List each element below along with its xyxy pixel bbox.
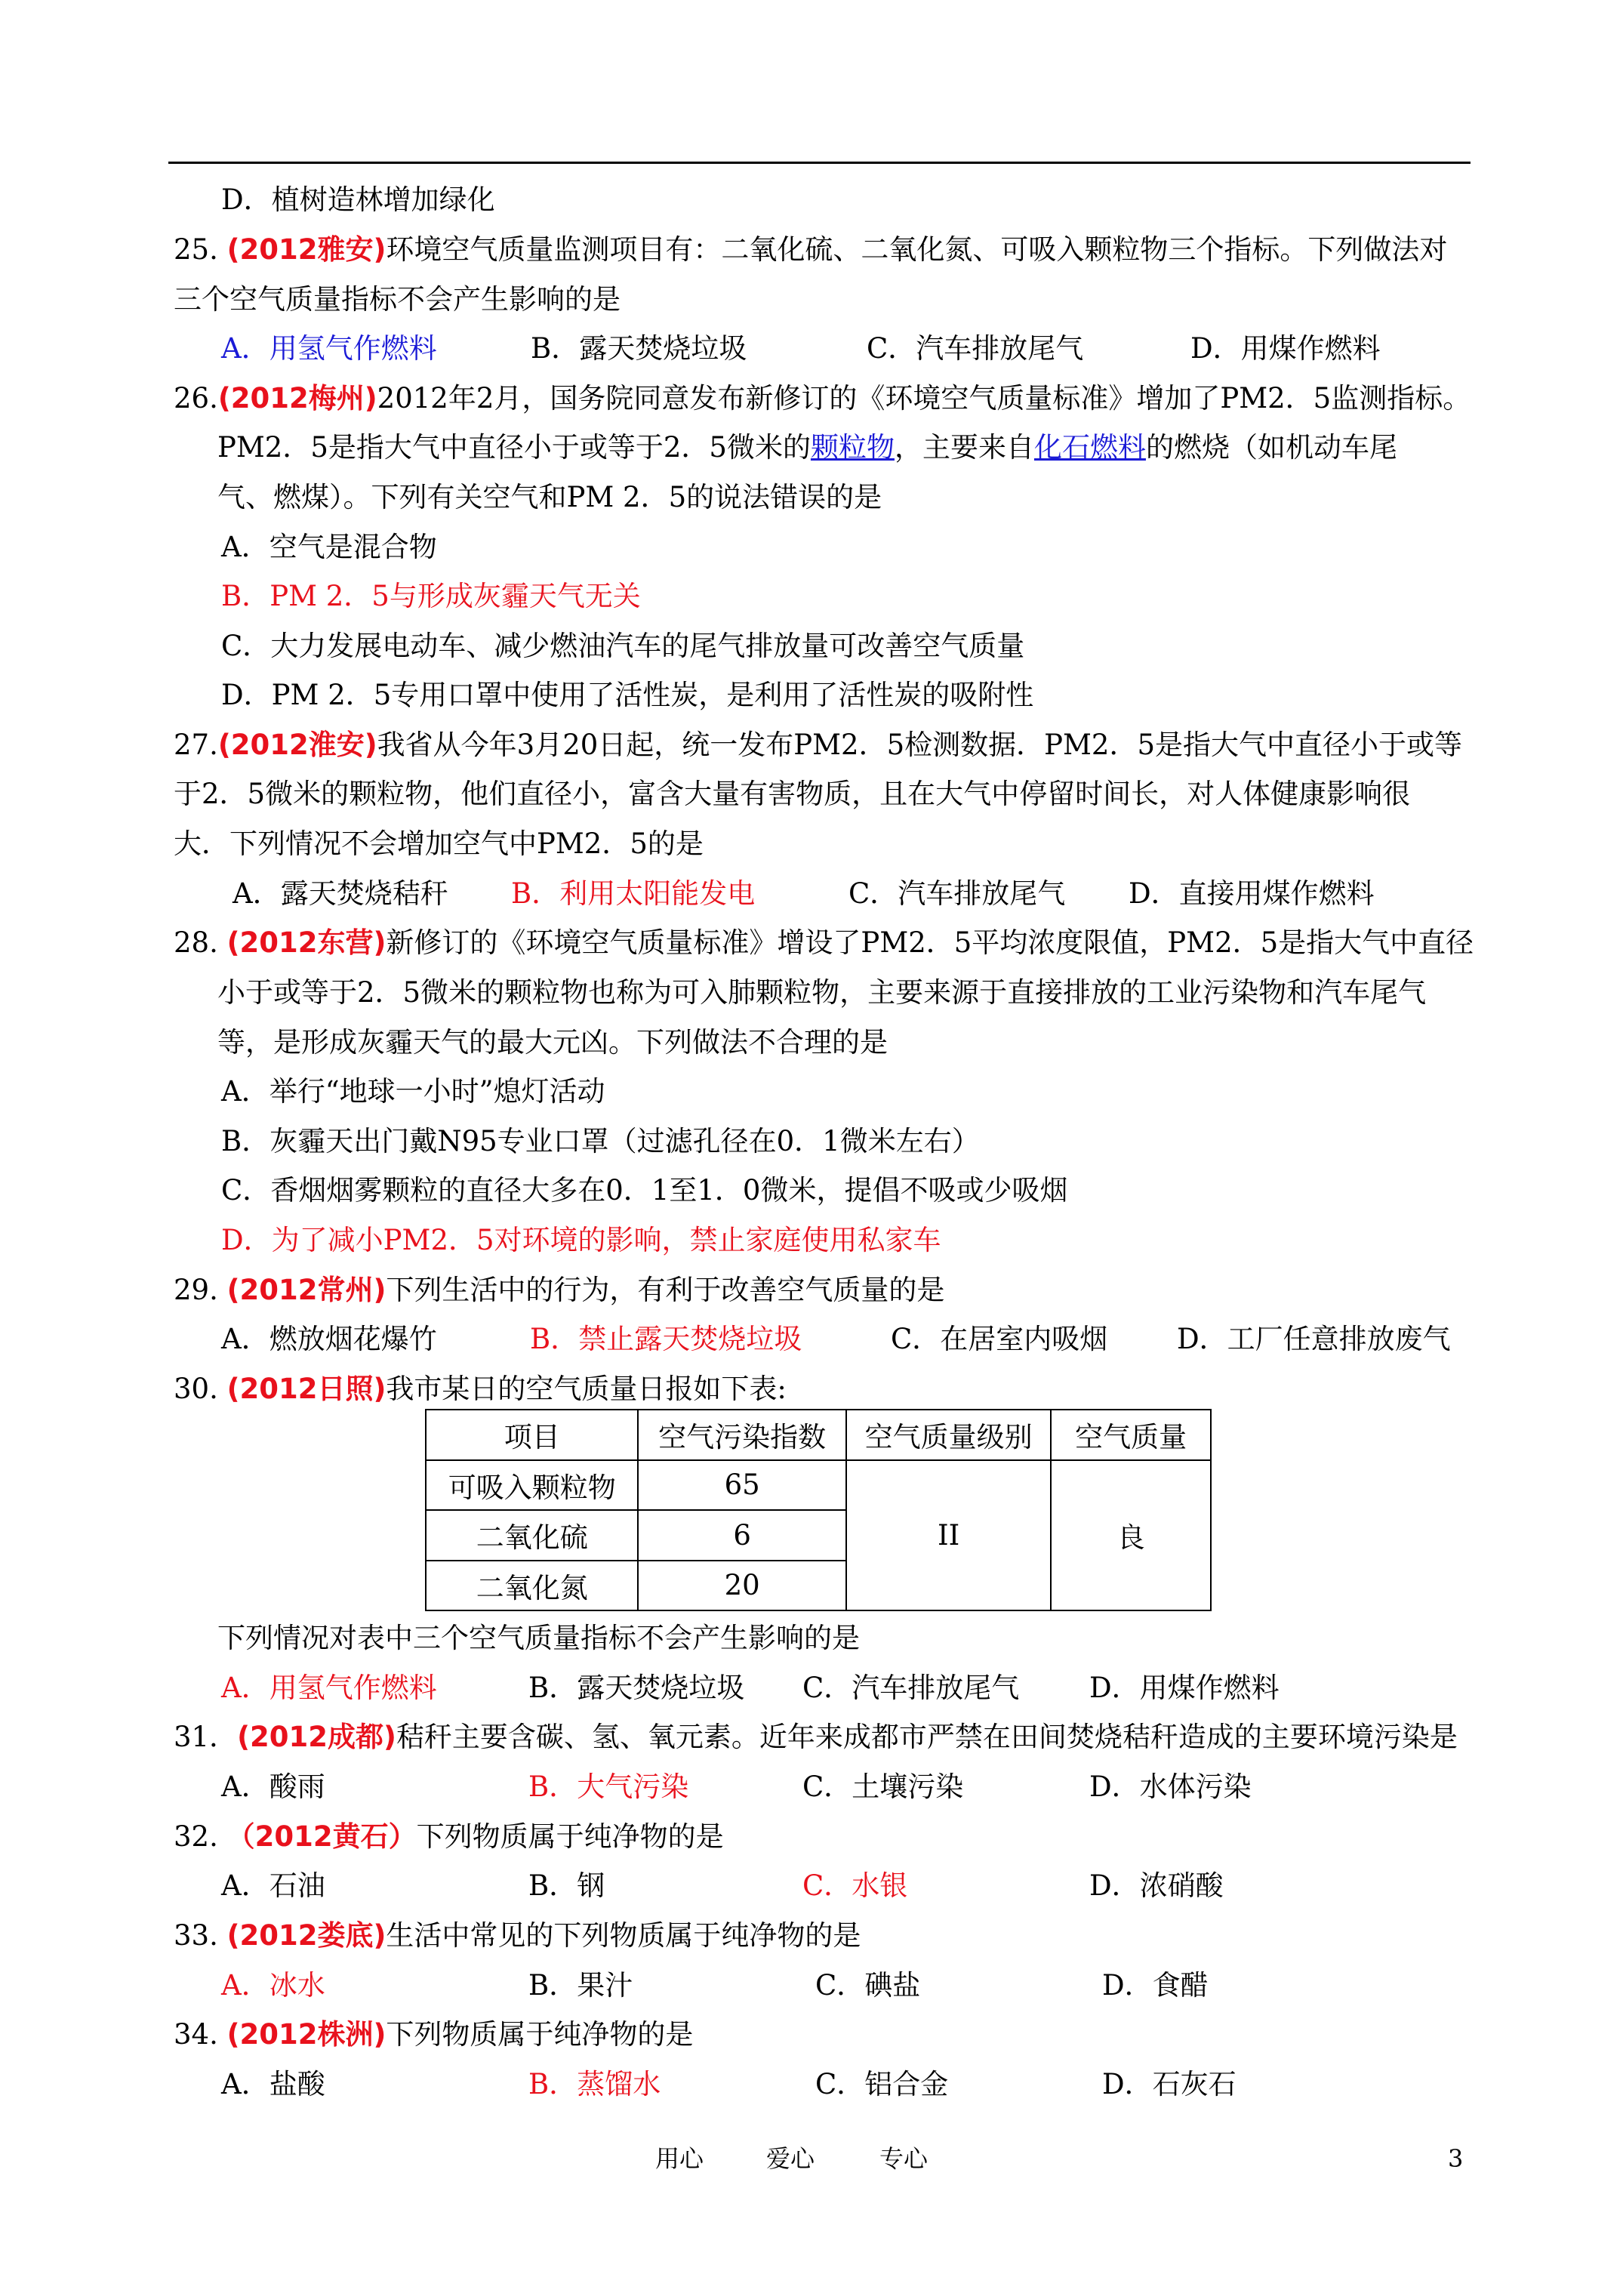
table-row	[426, 1460, 1211, 1511]
q31-option-c: C．土壤污染	[802, 1771, 964, 1803]
header-rule	[168, 162, 1471, 164]
q28-stem-line1	[174, 924, 1474, 962]
table-cell-quality: 良	[1051, 1460, 1211, 1611]
q27-stem-line3: 大．下列情况不会增加空气中PM2．5的是	[174, 827, 704, 860]
q31-stem-line	[174, 1718, 1458, 1756]
q30-stem-text: 我市某日的空气质量日报如下表:	[386, 1373, 787, 1405]
q29-option-d: D．工厂任意排放废气	[1177, 1323, 1451, 1355]
q32-number: 32.	[174, 1820, 218, 1853]
q30-option-a: A．用氢气作燃料	[221, 1672, 437, 1704]
table-cell-index: 65	[638, 1460, 845, 1511]
q31-option-a: A．酸雨	[221, 1771, 325, 1803]
q28-stem-line3: 等，是形成灰霾天气的最大元凶。下列做法不合理的是	[217, 1026, 888, 1059]
q27-option-a: A．露天焚烧秸秆	[233, 877, 448, 910]
q34-stem-line	[174, 2016, 693, 2054]
q26-stem-text2c: 的燃烧（如机动车尾	[1145, 431, 1397, 464]
table-header-row	[426, 1410, 1211, 1460]
q27-option-d: D．直接用煤作燃料	[1129, 877, 1375, 910]
q30-stem-line	[174, 1370, 787, 1408]
q34-stem-text: 下列物质属于纯净物的是	[386, 2018, 694, 2051]
q25-option-c: C．汽车排放尾气	[867, 332, 1084, 365]
q25-stem-line2: 三个空气质量指标不会产生影响的是	[174, 283, 621, 316]
q28-option-a: A．举行“地球一小时”熄灯活动	[221, 1075, 605, 1108]
table-header-cell: 空气污染指数	[638, 1410, 845, 1460]
q28-stem-line2: 小于或等于2．5微米的颗粒物也称为可入肺颗粒物，主要来源于直接排放的工业污染物和汽车尾气	[217, 976, 1427, 1009]
q31-source-tag: (2012成都)	[237, 1721, 396, 1753]
q26-option-b: B．PM 2．5与形成灰霾天气无关	[221, 580, 641, 612]
q26-option-a: A．空气是混合物	[221, 531, 437, 563]
q34-option-b: B．蒸馏水	[528, 2068, 661, 2100]
q28-option-b: B．灰霾天出门戴N95专业口罩（过滤孔径在0．1微米左右）	[221, 1125, 980, 1157]
q32-stem-line	[174, 1818, 724, 1856]
q26-option-d: D．PM 2．5专用口罩中使用了活性炭，是利用了活性炭的吸附性	[221, 679, 1034, 711]
q26-stem-text2a: PM2．5是指大气中直径小于或等于2．5微米的	[217, 431, 811, 464]
q26-source-tag: (2012梅州)	[217, 382, 377, 415]
q28-source-tag: (2012东营)	[226, 926, 387, 959]
q30-number: 30.	[174, 1373, 218, 1405]
table-header-cell: 空气质量	[1051, 1410, 1211, 1460]
q32-source-tag: （2012黄石）	[226, 1820, 417, 1853]
table-cell-level: II	[846, 1460, 1051, 1611]
q31-option-d: D．水体污染	[1089, 1771, 1252, 1803]
q26-stem-text2b: ，主要来自	[894, 431, 1034, 464]
q33-stem-line	[174, 1917, 861, 1955]
q33-option-d: D．食醋	[1102, 1969, 1209, 2002]
q32-stem-text: 下列物质属于纯净物的是	[416, 1820, 724, 1853]
q24-option-d: D．植树造林增加绿化	[221, 183, 495, 216]
q26-stem-line2	[217, 429, 1397, 467]
q28-stem-text1: 新修订的《环境空气质量标准》增设了PM2．5平均浓度限值，PM2．5是指大气中直径	[386, 926, 1474, 959]
q26-option-c: C．大力发展电动车、减少燃油汽车的尾气排放量可改善空气质量	[221, 630, 1025, 662]
q28-number: 28.	[174, 926, 218, 959]
q31-stem-text: 秸秆主要含碳、氢、氧元素。近年来成都市严禁在田间焚烧秸秆造成的主要环境污染是	[396, 1721, 1458, 1753]
q27-source-tag: (2012淮安)	[217, 729, 377, 761]
q27-stem-line2: 于2．5微米的颗粒物，他们直径小，富含大量有害物质，且在大气中停留时间长，对人体健康影响很	[174, 778, 1411, 810]
q34-option-a: A．盐酸	[221, 2068, 325, 2100]
q29-option-a: A．燃放烟花爆竹	[221, 1323, 437, 1355]
q30-option-d: D．用煤作燃料	[1089, 1672, 1280, 1704]
q34-number: 34.	[174, 2018, 218, 2051]
q32-option-d: D．浓硝酸	[1089, 1869, 1224, 1902]
table-header-cell: 空气质量级别	[846, 1410, 1051, 1460]
q29-option-b: B．禁止露天焚烧垃圾	[530, 1323, 802, 1355]
q27-stem-line1	[174, 726, 1462, 764]
q32-option-a: A．石油	[221, 1869, 325, 1902]
q29-number: 29.	[174, 1274, 218, 1306]
footer-motto-3: 专心	[879, 2144, 929, 2173]
q28-option-d: D．为了减小PM2．5对环境的影响，禁止家庭使用私家车	[221, 1224, 941, 1256]
q29-source-tag: (2012常州)	[226, 1274, 387, 1306]
q32-option-c: C．水银	[802, 1869, 908, 1902]
q32-option-b: B．钢	[528, 1869, 605, 1902]
table-header-cell: 项目	[426, 1410, 638, 1460]
q33-option-a: A．冰水	[221, 1969, 325, 2002]
footer-motto-1: 用心	[655, 2144, 704, 2173]
q28-option-c: C．香烟烟雾颗粒的直径大多在0．1至1．0微米，提倡不吸或少吸烟	[221, 1174, 1068, 1207]
q25-stem-line1	[174, 231, 1447, 269]
table-cell-index: 6	[638, 1510, 845, 1561]
q30-stem-line2: 下列情况对表中三个空气质量指标不会产生影响的是	[217, 1622, 860, 1654]
footer-motto-2: 爱心	[766, 2144, 815, 2173]
table-cell-item: 可吸入颗粒物	[426, 1460, 638, 1511]
q25-option-b: B．露天焚烧垃圾	[531, 332, 747, 365]
q25-source-tag: (2012雅安)	[226, 233, 387, 266]
q25-option-d: D．用煤作燃料	[1190, 332, 1381, 365]
q26-stem-text1: 2012年2月，国务院同意发布新修订的《环境空气质量标准》增加了PM2．5监测指标。	[377, 382, 1471, 415]
q33-option-b: B．果汁	[528, 1969, 633, 2002]
q31-number: 31．	[174, 1721, 238, 1753]
page-number: 3	[1448, 2144, 1464, 2173]
q33-stem-text: 生活中常见的下列物质属于纯净物的是	[386, 1919, 861, 1952]
q29-stem-line	[174, 1271, 944, 1309]
q30-option-c: C．汽车排放尾气	[802, 1672, 1020, 1704]
table-cell-item: 二氧化硫	[426, 1510, 638, 1561]
q27-stem-text1: 我省从今年3月20日起，统一发布PM2．5检测数据．PM2．5是指大气中直径小于或等	[377, 729, 1462, 761]
q26-stem-line3: 气、燃煤）。下列有关空气和PM 2．5的说法错误的是	[217, 481, 882, 513]
q33-source-tag: (2012娄底)	[226, 1919, 387, 1952]
q33-number: 33.	[174, 1919, 218, 1952]
q34-source-tag: (2012株洲)	[226, 2018, 387, 2051]
q25-stem-text1: 环境空气质量监测项目有：二氧化硫、二氧化氮、可吸入颗粒物三个指标。下列做法对	[386, 233, 1448, 266]
q29-stem-text: 下列生活中的行为，有利于改善空气质量的是	[386, 1274, 945, 1306]
q26-link-particles[interactable]: 颗粒物	[810, 431, 895, 464]
table-cell-index: 20	[638, 1561, 845, 1611]
q25-number: 25.	[174, 233, 218, 266]
q26-stem-line1	[174, 380, 1471, 418]
q30-option-b: B．露天焚烧垃圾	[528, 1672, 745, 1704]
q27-option-c: C．汽车排放尾气	[848, 877, 1066, 910]
q29-option-c: C．在居室内吸烟	[891, 1323, 1108, 1355]
q31-option-b: B．大气污染	[528, 1771, 689, 1803]
q30-source-tag: (2012日照)	[226, 1373, 387, 1405]
q26-link-fossil-fuel[interactable]: 化石燃料	[1033, 431, 1146, 464]
table-cell-item: 二氧化氮	[426, 1561, 638, 1611]
q25-option-a: A．用氢气作燃料	[221, 332, 437, 365]
q33-option-c: C．碘盐	[815, 1969, 921, 2002]
q34-option-c: C．铝合金	[815, 2068, 949, 2100]
q27-option-b: B．利用太阳能发电	[511, 877, 756, 910]
q26-number: 26.	[174, 382, 218, 415]
q34-option-d: D．石灰石	[1102, 2068, 1236, 2100]
air-quality-table	[425, 1409, 1212, 1611]
q27-number: 27.	[174, 729, 218, 761]
